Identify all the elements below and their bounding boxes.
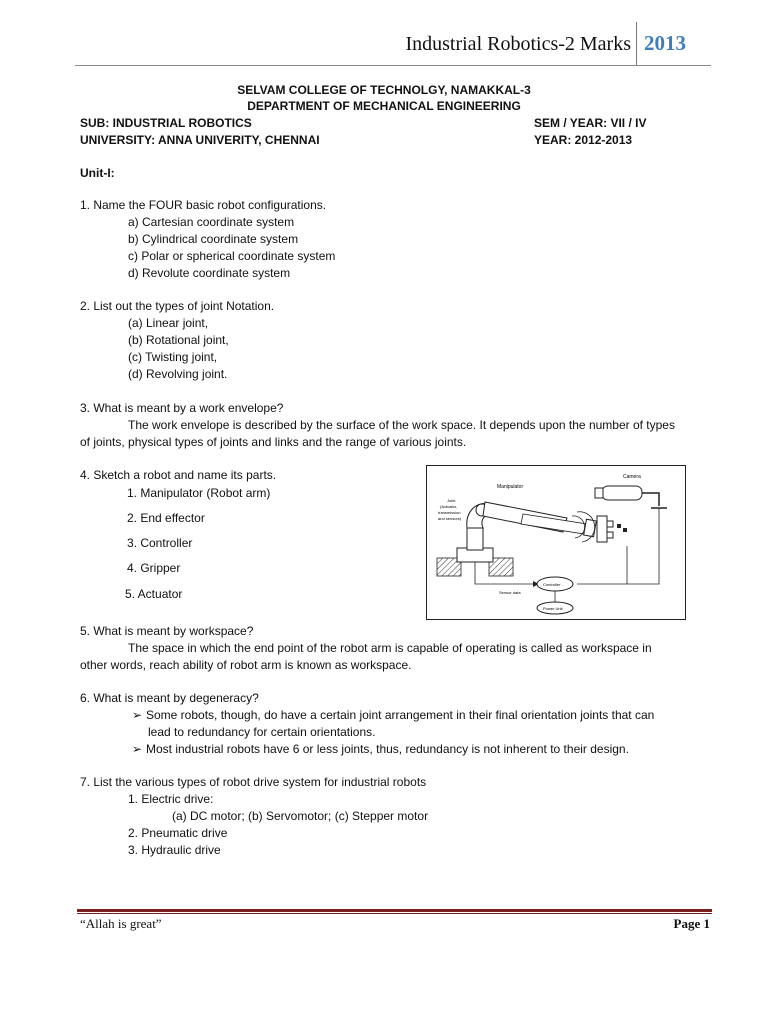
q4-item-1: 1. Manipulator (Robot arm) bbox=[127, 486, 271, 500]
label-camera: Camera bbox=[623, 474, 641, 480]
q4-item-3: 3. Controller bbox=[127, 536, 193, 550]
running-header-year: 2013 bbox=[644, 31, 686, 55]
label-joint: Joint bbox=[447, 498, 456, 503]
unit-heading: Unit-I: bbox=[80, 166, 115, 180]
gripper-finger-bottom bbox=[607, 532, 613, 538]
header-rule bbox=[75, 65, 711, 66]
q6-bullet-2-text: Most industrial robots have 6 or less joints, thus, redundancy is not inherent to their design. bbox=[146, 742, 629, 756]
robot-column bbox=[467, 528, 483, 550]
label-actuator: (Actuator, bbox=[440, 504, 458, 509]
q6-bullet-2 bbox=[132, 741, 629, 758]
gripper-object-1 bbox=[617, 524, 621, 528]
q1-item-c: c) Polar or spherical coordinate system bbox=[128, 249, 336, 263]
footer-rule-thin bbox=[77, 913, 712, 914]
gripper-object-2 bbox=[623, 528, 627, 532]
q4-item-2: 2. End effector bbox=[127, 511, 205, 525]
q1-item-b: b) Cylindrical coordinate system bbox=[128, 232, 299, 246]
q6-bullet-1-line-1: Some robots, though, do have a certain joint arrangement in their final orientation joints that can bbox=[146, 708, 655, 722]
q1-item-d: d) Revolute coordinate system bbox=[128, 266, 291, 280]
camera-body bbox=[602, 486, 642, 500]
question-6: 6. What is meant by degeneracy? bbox=[80, 691, 259, 705]
bullet-arrow-icon: ➢ bbox=[132, 708, 143, 722]
q2-item-d: (d) Revolving joint. bbox=[128, 367, 228, 381]
header-divider bbox=[636, 22, 637, 66]
q2-item-a: (a) Linear joint, bbox=[128, 316, 209, 330]
q2-item-c: (c) Twisting joint, bbox=[128, 350, 218, 364]
gripper-finger-top bbox=[607, 521, 613, 527]
q5-answer-line-1: The space in which the end point of the robot arm is capable of operating is called as workspace in bbox=[128, 641, 652, 655]
college-name: SELVAM COLLEGE OF TECHNOLGY, NAMAKKAL-3 bbox=[237, 83, 531, 97]
sem-year-line: SEM / YEAR: VII / IV bbox=[534, 116, 647, 130]
question-4: 4. Sketch a robot and name its parts. bbox=[80, 468, 277, 482]
question-3: 3. What is meant by a work envelope? bbox=[80, 401, 284, 415]
q4-item-5: 5. Actuator bbox=[125, 587, 183, 601]
question-2: 2. List out the types of joint Notation. bbox=[80, 299, 275, 313]
footer-page-number: Page 1 bbox=[673, 916, 710, 931]
university-line: UNIVERSITY: ANNA UNIVERITY, CHENNAI bbox=[80, 133, 320, 147]
q2-item-b: (b) Rotational joint, bbox=[128, 333, 229, 347]
question-1: 1. Name the FOUR basic robot configurations. bbox=[80, 198, 327, 212]
year-line: YEAR: 2012-2013 bbox=[534, 133, 633, 147]
robot-diagram bbox=[426, 465, 686, 620]
q3-answer-line-2: of joints, physical types of joints and links and the range of various joints. bbox=[80, 435, 467, 449]
label-sensors: and sensors) bbox=[438, 516, 462, 521]
robot-diagram-svg bbox=[427, 466, 685, 619]
q6-bullet-1 bbox=[132, 707, 654, 724]
q7-item-1-sub: (a) DC motor; (b) Servomotor; (c) Stepper motor bbox=[172, 809, 429, 823]
label-power-unit: Power Unit bbox=[543, 606, 563, 611]
footer-rule-thick bbox=[77, 909, 712, 912]
camera-lens bbox=[595, 488, 603, 498]
question-5: 5. What is meant by workspace? bbox=[80, 624, 254, 638]
q7-item-2: 2. Pneumatic drive bbox=[128, 826, 228, 840]
q7-item-3: 3. Hydraulic drive bbox=[128, 843, 221, 857]
subject-line: SUB: INDUSTRIAL ROBOTICS bbox=[80, 116, 252, 130]
q6-bullet-1-line-2: lead to redundancy for certain orientations. bbox=[148, 725, 376, 739]
q4-item-4: 4. Gripper bbox=[127, 561, 181, 575]
q5-answer-line-2: other words, reach ability of robot arm is known as workspace. bbox=[80, 658, 412, 672]
label-manipulator: Manipulator bbox=[497, 484, 524, 490]
bullet-arrow-icon: ➢ bbox=[132, 742, 143, 756]
running-header-title: Industrial Robotics-2 Marks bbox=[405, 33, 631, 55]
robot-gripper bbox=[597, 516, 607, 542]
footer-quote: “Allah is great” bbox=[80, 916, 162, 931]
q1-item-a: a) Cartesian coordinate system bbox=[128, 215, 295, 229]
q7-item-1: 1. Electric drive: bbox=[128, 792, 214, 806]
q3-answer-line-1: The work envelope is described by the surface of the work space. It depends upon the number of types bbox=[128, 418, 675, 432]
question-7: 7. List the various types of robot drive system for industrial robots bbox=[80, 775, 427, 789]
department-name: DEPARTMENT OF MECHANICAL ENGINEERING bbox=[247, 99, 521, 113]
label-sensor-data: Sensor data bbox=[499, 590, 521, 595]
label-controller: Controller bbox=[543, 582, 561, 587]
label-transmission: transmission bbox=[438, 510, 461, 515]
camera-mount bbox=[642, 493, 659, 506]
